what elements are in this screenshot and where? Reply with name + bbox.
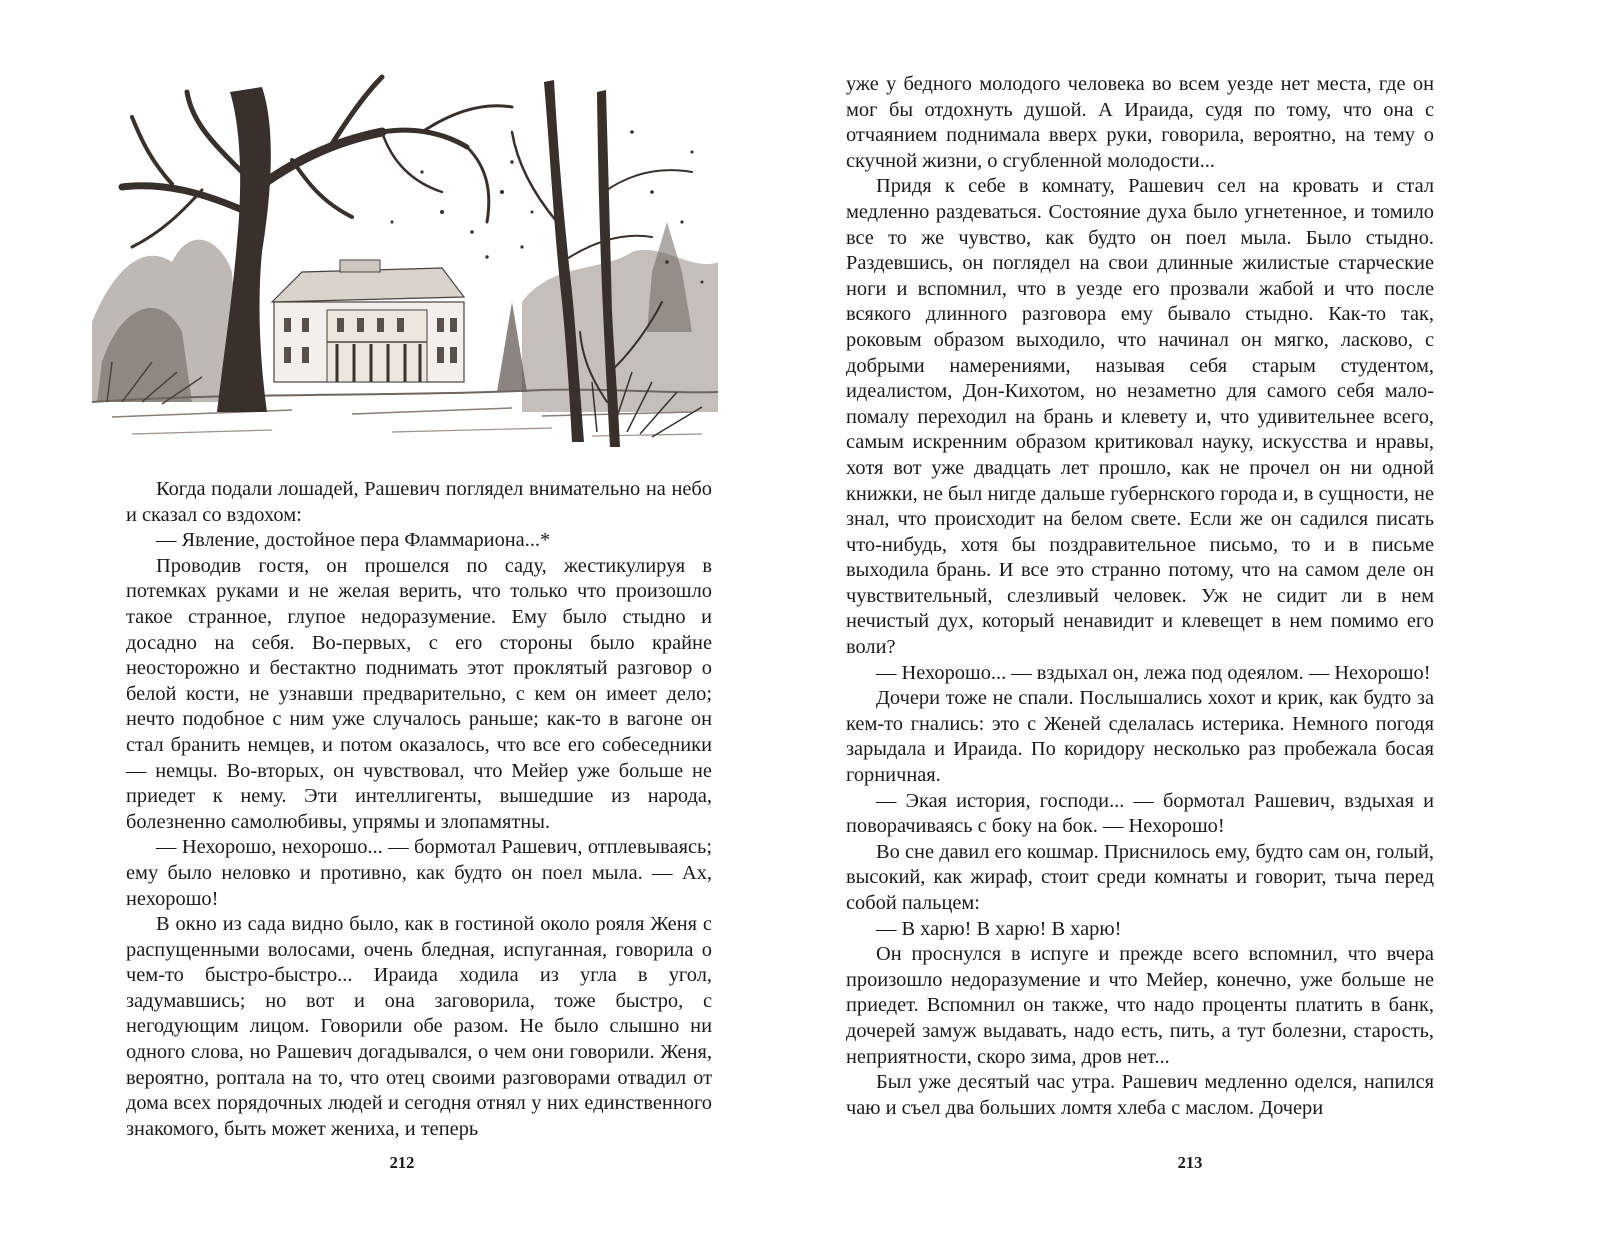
paragraph: — Нехорошо, нехорошо... — бормотал Рашевич, отплевываясь; ему было неловко и противно, как будто он поел мыла. — Ах, нехорошо! xyxy=(126,836,712,910)
paragraph: Когда подали лошадей, Рашевич поглядел внимательно на небо и сказал со вздохом: xyxy=(126,478,712,526)
right-page-text xyxy=(846,72,1434,1121)
house xyxy=(272,260,464,382)
paragraph: — В харю! В харю! В харю! xyxy=(876,917,1122,940)
paragraph: Был уже десятый час утра. Рашевич медленно оделся, напился чаю и съел два больших ломтя хлеба с маслом. Дочери xyxy=(846,1071,1434,1119)
page-number: 213 xyxy=(1177,1153,1203,1172)
page-number: 212 xyxy=(389,1153,415,1172)
right-page xyxy=(800,0,1600,1245)
paragraph: Придя к себе в комнату, Рашевич сел на кровать и стал медленно раздеваться. Состояние духа было угнетенное, и томило все то же чувство, как будто он поел мыла. Было стыдно. Раздевшись, он поглядел на свои длинные жилистые старческие ноги и вспомнил, что в уезде его прозвали жабой и что после всякого длинного разговора ему бывало стыдно. Как-то так, роковым образом выходило, что начинал он мягко, ласково, с добрыми намерениями, называя себя старым студентом, идеалистом, Дон-Кихотом, но незаметно для самого себя мало-помалу переходил на брань и клевету и, что удивительнее всего, самым искренним образом критиковал науку, искусства и нравы, хотя вот уже двадцать лет прошло, как не прочел он ни одной книжки, не был нигде дальше губернского города и, в сущности, не знал, что происходит на белом свете. Если же он садился писать что-нибудь, хотя бы поздравительное письмо, то и в письме выходила брань. И все это странно потому, что на самом деле он чувствительный, слезливый человек. Уж не сидит ли в нем нечистый дух, который ненавидит и клевещет в нем помимо его воли? xyxy=(846,175,1434,659)
left-page-text xyxy=(126,477,712,1142)
paragraph: — Экая история, господи... — бормотал Рашевич, вздыхая и поворачиваясь с боку на бок. — Нехорошо! xyxy=(846,789,1434,838)
paragraph: — Явление, достойное пера Фламмариона...* xyxy=(156,529,551,552)
paragraph: Во сне давил его кошмар. Приснилось ему, будто сам он, голый, высокий, как жираф, стоит среди комнаты и говорит, тыча перед собой пальцем: xyxy=(846,840,1434,914)
paragraph: В окно из сада видно было, как в гостиной около рояля Женя с распущенными волосами, очень бледная, испуганная, говорила о чем-то быстро-быстро... Ираида ходила из угла в угол, задумавшись; но вот и она заговорила, тоже быстро, с негодующим лицом. Говорили обе разом. Не было слышно ни одного слова, но Рашевич догадывался, о чем они говорили. Женя, вероятно, роптала на то, что отец своими разговорами отвадил от дома всех порядочных людей и сегодня отнял у них единственного знакомого, быть может жениха, и теперь xyxy=(126,913,712,1140)
manor-illustration xyxy=(92,72,718,460)
paragraph: Он проснулся в испуге и прежде всего вспомнил, что вчера произошло недоразумение и что Мейер, конечно, уже больше не приедет. Вспомнил он также, что надо проценты платить в банк, дочерей замуж выдавать, надо есть, пить, а тут болезни, старость, неприятности, скоро зима, дров нет... xyxy=(846,943,1434,1068)
paragraph: Проводив гостя, он прошелся по саду, жестикулируя в потемках руками и не желая верить, что только что произошло такое странное, глупое недоразумение. Ему было стыдно и досадно на себя. Во-первых, с его стороны было крайне неосторожно и бестактно поднимать этот проклятый разговор о белой кости, не узнавши предварительно, с кем он имеет дело; нечто подобное с ним уже случалось раньше; как-то в вагоне он стал бранить немцев, и потом оказалось, что все его собеседники — немцы. Во-вторых, он чувствовал, что Мейер уже больше не приедет к нему. Эти интеллигенты, вышедшие из народа, болезненно самолюбивы, упрямы и злопамятны. xyxy=(126,554,712,833)
paragraph: — Нехорошо... — вздыхал он, лежа под одеялом. — Нехорошо! xyxy=(876,661,1431,684)
paragraph: уже у бедного молодого человека во всем уезде нет места, где он мог бы отдохнуть душой. А Ираида, судя по тому, что она с отчаянием поднимала вверх руки, говорила, вероятно, на тему о скучной жизни, о сгубленной молодости... xyxy=(846,73,1434,172)
paragraph: Дочери тоже не спали. Послышались хохот и крик, как будто за кем-то гнались: это с Женей сделалась истерика. Немного погодя зарыдала и Ираида. По коридору несколько раз пробежала босая горничная. xyxy=(846,687,1434,787)
